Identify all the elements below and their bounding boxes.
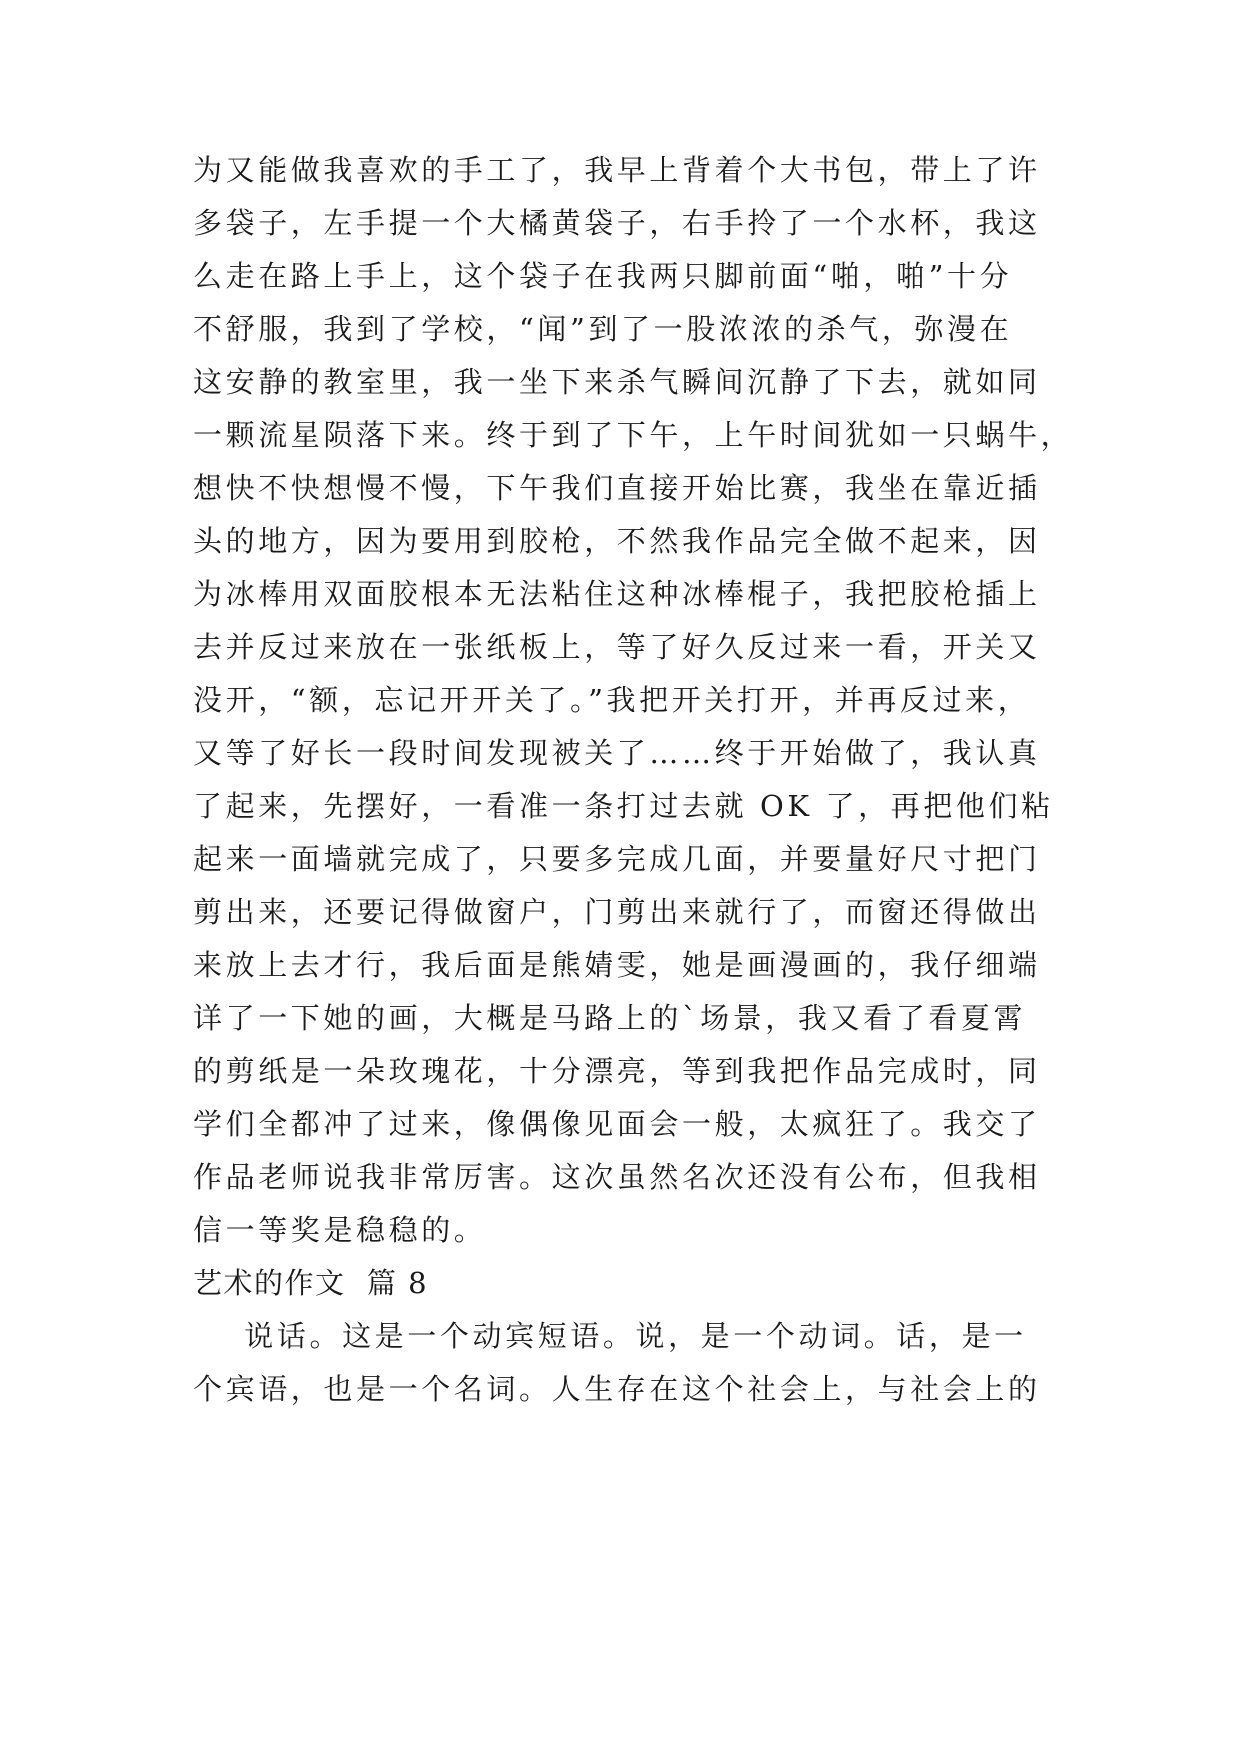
text-line: 剪出来，还要记得做窗户，门剪出来就行了，而窗还得做出: [193, 895, 1041, 929]
text-line: 多袋子，左手提一个大橘黄袋子，右手拎了一个水杯，我这: [193, 206, 1041, 240]
text-line: 信一等奖是稳稳的。: [193, 1213, 487, 1247]
text-line: 说话。这是一个动宾短语。说，是一个动词。话，是一: [193, 1319, 1027, 1353]
text-line: 详了一下她的画，大概是马路上的`场景，我又看了看夏霄: [193, 1001, 1027, 1035]
text-line: 头的地方，因为要用到胶枪，不然我作品完全做不起来，因: [193, 524, 1041, 558]
text-line: 一颗流星陨落下来。终于到了下午，上午时间犹如一只蜗牛，: [193, 418, 1074, 452]
text-line: 想快不快想慢不慢，下午我们直接开始比赛，我坐在靠近插: [193, 471, 1041, 505]
text-line: 个宾语，也是一个名词。人生存在这个社会上，与社会上的: [193, 1372, 1041, 1406]
text-line: 来放上去才行，我后面是熊婧雯，她是画漫画的，我仔细端: [193, 948, 1041, 982]
text-line: 为又能做我喜欢的手工了，我早上背着个大书包，带上了许: [193, 153, 1041, 187]
text-line: 起来一面墙就完成了，只要多完成几面，并要量好尺寸把门: [193, 842, 1041, 876]
text-line: 作品老师说我非常厉害。这次虽然名次还没有公布，但我相: [193, 1160, 1041, 1194]
section-heading: 艺术的作文 篇 8: [193, 1266, 429, 1300]
text-line: 么走在路上手上，这个袋子在我两只脚前面“啪，啪”十分: [193, 259, 1013, 293]
text-line: 又等了好长一段时间发现被关了……终于开始做了，我认真: [193, 736, 1041, 770]
text-line: 的剪纸是一朵玫瑰花，十分漂亮，等到我把作品完成时，同: [193, 1054, 1041, 1088]
text-line: 了起来，先摆好，一看准一条打过去就 OK 了，再把他们粘: [193, 789, 1054, 823]
text-line: 为冰棒用双面胶根本无法粘住这种冰棒棍子，我把胶枪插上: [193, 577, 1041, 611]
text-line: 不舒服，我到了学校，“闻”到了一股浓浓的杀气，弥漫在: [193, 312, 1013, 346]
text-line: 没开，“额，忘记开开关了。”我把开关打开，并再反过来，: [193, 683, 1031, 717]
text-line: 去并反过来放在一张纸板上，等了好久反过来一看，开关又: [193, 630, 1041, 664]
text-line: 这安静的教室里，我一坐下来杀气瞬间沉静了下去，就如同: [193, 365, 1041, 399]
text-line: 学们全都冲了过来，像偶像见面会一般，太疯狂了。我交了: [193, 1107, 1041, 1141]
